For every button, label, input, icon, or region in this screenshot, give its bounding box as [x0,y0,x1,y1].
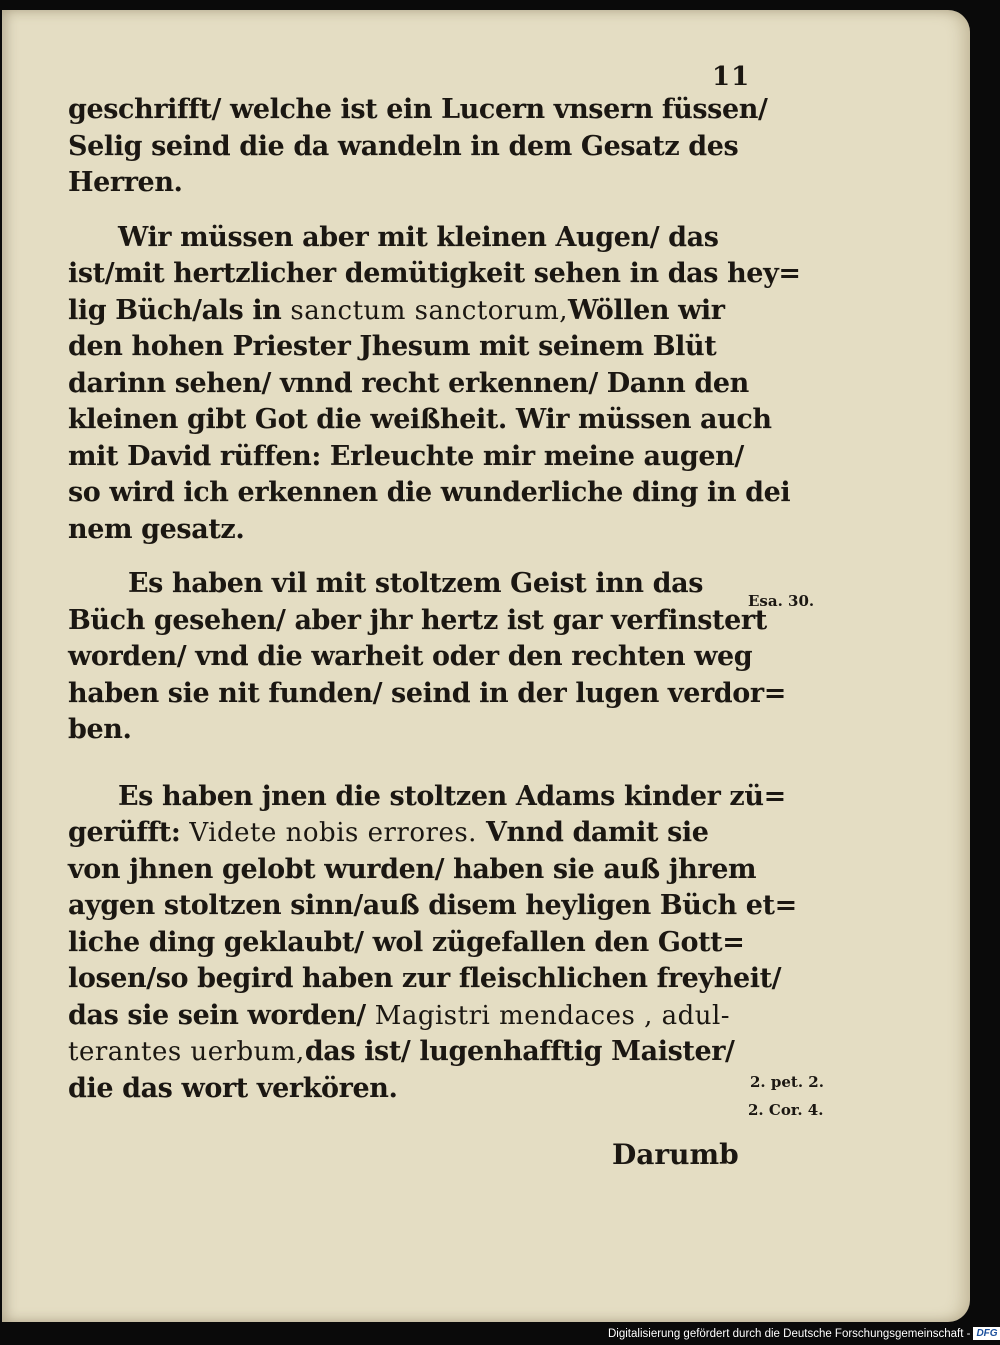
text-line: ben. [68,714,132,745]
text-line: aygen stoltzen sinn/auß disem heyligen Büch et= [68,890,797,921]
catchword: Darumb [612,1138,739,1171]
text-line: Herren. [68,167,183,198]
marginal-note: Esa. 30. [748,592,815,610]
text-run: gerüfft: [68,817,181,848]
text-line: nem gesatz. [68,513,245,545]
paragraph-start: Es haben jnen die stoltzen Adams kinder zü= [118,780,786,812]
text-line: ist/mit hertzlicher demütigkeit sehen in das hey= [68,258,801,289]
text-line [68,998,748,1035]
text-line [68,815,748,852]
text-line: von jhnen gelobt wurden/ haben sie auß jhrem [68,853,757,885]
text-line: Büch gesehen/ aber jhr hertz ist gar verfinstert [68,604,767,636]
latin-phrase: Videte nobis errores. [189,818,477,848]
page-number: 11 [712,62,751,92]
text-run: Vnnd damit sie [485,817,709,848]
text-run: Wöllen wir [568,294,725,326]
text-line: mit David rüffen: Erleuchte mir meine augen/ [68,440,744,472]
text-line [68,1034,748,1071]
text-line: so wird ich erkennen die wunderliche ding in dei [68,477,791,508]
marginal-note: 2. pet. 2. [750,1073,824,1091]
dfg-logo-icon[interactable]: DFG [973,1327,1000,1340]
text-line: geschrifft/ welche ist ein Lucern vnsern füssen/ [68,94,768,125]
text-line: liche ding geklaubt/ wol zügefallen den Gott= [68,926,745,958]
text-line: den hohen Priester Jhesum mit seinem Blüt [68,331,717,362]
text-line: haben sie nit funden/ seind in der lugen verdor= [68,677,786,709]
footer-text: Digitalisierung gefördert durch die Deutsche Forschungsgemeinschaft - [608,1327,971,1340]
paragraph-start: Wir müssen aber mit kleinen Augen/ das [118,221,719,253]
text-run: das ist/ lugenhafftig Maister/ [304,1036,735,1067]
text-line: worden/ vnd die warheit oder den rechten weg [68,641,753,672]
text-run: das sie sein worden/ [68,999,366,1031]
latin-phrase: terantes uerbum, [68,1037,305,1067]
text-line: kleinen gibt Got die weißheit. Wir müssen auch [68,404,772,435]
text-line: Selig seind die da wandeln in dem Gesatz des [68,130,739,162]
digitization-footer [608,1327,1000,1340]
marginal-note: 2. Cor. 4. [748,1101,824,1119]
paragraph-start: Es haben vil mit stoltzem Geist inn das [128,568,704,599]
text-line: darinn sehen/ vnnd recht erkennen/ Dann den [68,367,749,399]
text-line [68,293,748,330]
latin-phrase: sanctum sanctorum, [290,295,569,326]
text-run: lig Büch/als in [68,294,282,326]
latin-phrase: Magistri mendaces , adul- [374,1000,731,1031]
text-line: losen/so begird haben zur fleischlichen freyheit/ [68,963,782,994]
text-line: die das wort verkören. [68,1072,398,1104]
